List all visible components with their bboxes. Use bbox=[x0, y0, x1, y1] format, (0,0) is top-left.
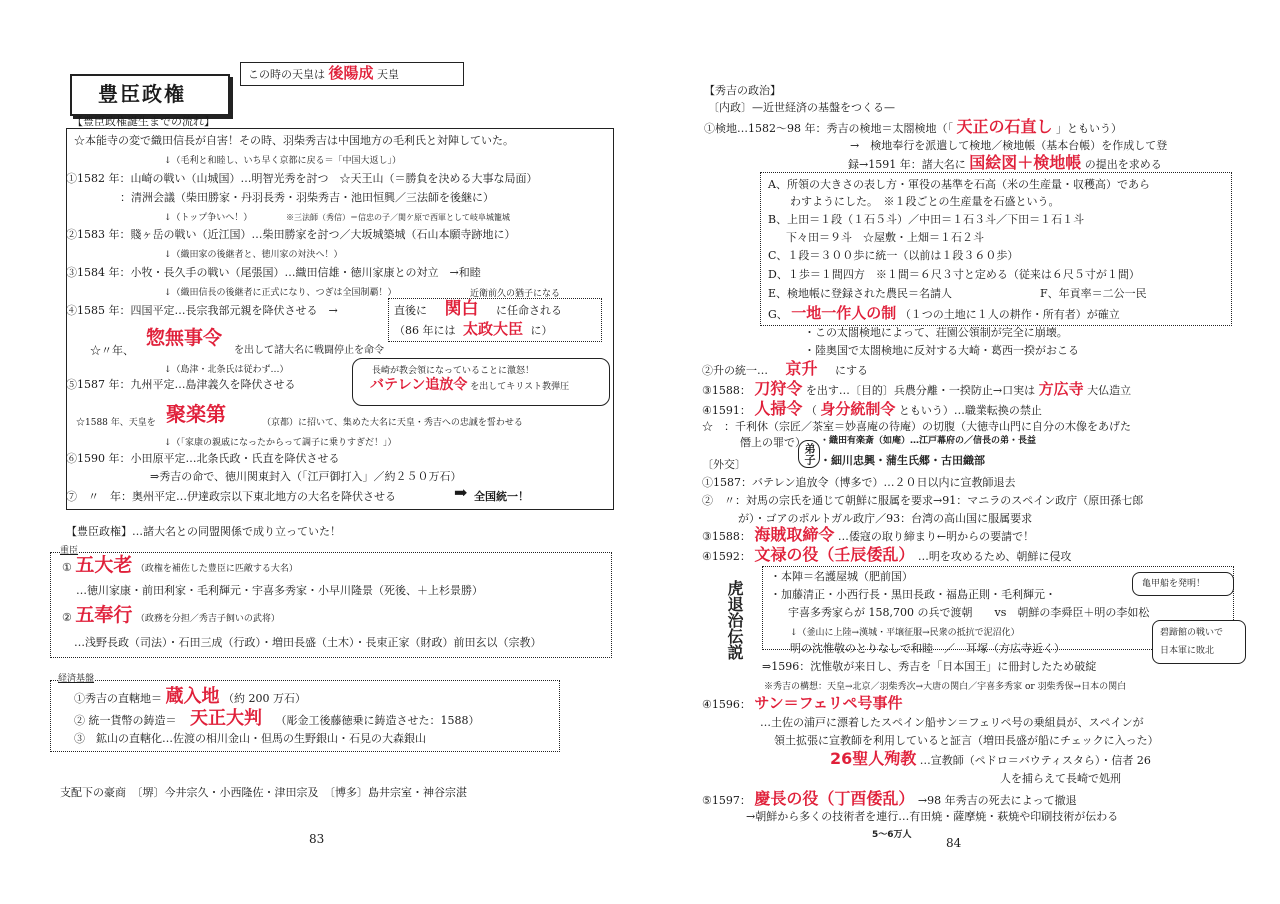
flow-line: ☆本能寺の変で織田信長が自害！その時、羽柴秀吉は中国地方の毛利氏と対陣していた。 bbox=[74, 134, 514, 147]
box1-g: （１つの土地に１人の耕作・所有者）が確立 bbox=[899, 308, 1120, 321]
daijodaijin-hw: 太政大臣 bbox=[463, 320, 524, 338]
flow-line: ：清洲会議（柴田勝家・丹羽長秀・羽柴秀吉・池田恒興／三法師を後継に） bbox=[120, 191, 494, 204]
box2-line: 宇喜多秀家らが 158,700 の兵で渡朝 vs 朝鮮の李舜臣＋明の李如松 bbox=[788, 606, 1150, 619]
flow-line: ↓（織田家の後継者と、徳川家の対決へ！） bbox=[164, 250, 343, 260]
box2-line: ↓（釜山に上陸→漢城・平壌征服→民衆の抵抗で泥沼化） bbox=[790, 628, 1020, 638]
bugyo-note: （政務を分担／秀吉子飼いの武将） bbox=[135, 614, 280, 624]
gaiko-line: が）・ゴアのポルトガル政庁／93：台湾の高山国に服属要求 bbox=[738, 512, 1033, 525]
keizai-row-1 bbox=[74, 686, 306, 707]
section-seiken: 【豊臣政権】…諸大名との同盟関係で成り立っていた！ bbox=[66, 525, 341, 538]
naisei-heading: 〔内政〕—近世経済の基盤をつくる— bbox=[708, 101, 895, 114]
kuniezu-hw: 国絵図＋検地帳 bbox=[969, 153, 1082, 172]
flow-line: 全国統一！ bbox=[474, 490, 529, 503]
emperor-note bbox=[248, 66, 399, 82]
san-a: ④1596： bbox=[702, 698, 751, 711]
sanfelipe-row bbox=[702, 696, 903, 712]
masu-row bbox=[702, 359, 869, 378]
keizai-row-3: ③ 鉱山の直轄化…佐渡の相川金山・但馬の生野銀山・石見の大森銀山 bbox=[74, 732, 426, 745]
kaizoku-row bbox=[702, 525, 1035, 544]
tensho-koku-hw: 天正の石直し bbox=[956, 117, 1053, 136]
page-number-left: 83 bbox=[309, 832, 325, 846]
g3-b: …倭寇の取り締まり←明からの要請で！ bbox=[837, 530, 1035, 543]
san-line: 人を捕らえて長崎で処刑 bbox=[1000, 772, 1121, 785]
emperor-note-prefix: この時の天皇は bbox=[248, 68, 325, 81]
g4-b: …明を攻めるため、朝鮮に侵攻 bbox=[917, 550, 1072, 563]
flow-line: ⑤1587 年：九州平定…島津義久を降伏させる bbox=[66, 378, 296, 391]
flow-line: ↓（「家康の親戚になったからって調子に乗りすぎだ！」） bbox=[164, 438, 397, 448]
kenchi-b: 」ともいう） bbox=[1056, 122, 1123, 135]
bugyo-row bbox=[62, 604, 280, 626]
tairo-members: …徳川家康・前田利家・毛利輝元・宇喜多秀家・小早川隆景（死後、＋上杉景勝） bbox=[76, 584, 483, 597]
box1-line: E、検地帳に登録された農民＝名請人 bbox=[768, 287, 953, 300]
tairo-hw: 五大老 bbox=[75, 554, 133, 576]
flow-line: ↓（トップ争いへ！） bbox=[164, 213, 253, 223]
box1-line: B、上田＝１段（１石５斗）／中田＝１石３斗／下田＝１石１斗 bbox=[768, 213, 1085, 226]
gaiko-heading: 〔外交〕 bbox=[702, 458, 746, 471]
hito-a: ④1591： bbox=[702, 404, 751, 417]
kanpaku-d: に） bbox=[530, 324, 553, 337]
mibun-hw: 身分統制令 bbox=[820, 400, 896, 418]
hekitei-b: 日本軍に敗北 bbox=[1160, 646, 1215, 656]
flow-line: ☆〃年、 bbox=[90, 344, 134, 357]
flow-line: ⑥1590 年：小田原平定…北条氏政・氏直を降伏させる bbox=[66, 452, 340, 465]
box1-g-prefix: G、 bbox=[768, 308, 788, 321]
gaiko-line: ② 〃：対馬の宗氏を通じて朝鮮に服属を要求→91：マニラのスペイン政庁（原田孫七郎 bbox=[702, 494, 1144, 507]
kyomasu-hw: 京升 bbox=[785, 359, 818, 378]
keizai-2b: （彫金工後藤徳乗に鋳造させた：1588） bbox=[275, 714, 480, 727]
flow-line: ④1585 年：四国平定…長宗我部元親を降伏させる → bbox=[66, 304, 338, 317]
kenchi-row-3 bbox=[848, 153, 1162, 172]
gaiko-line: ⇒1596：沈惟敬が来日し、秀吉を「日本国王」に冊封したため破綻 bbox=[762, 660, 1097, 673]
hokoji-hw: 方広寺 bbox=[1038, 380, 1084, 398]
nagasaki-b: を出してキリスト教弾圧 bbox=[470, 382, 570, 392]
katana-c: 大仏造立 bbox=[1087, 384, 1132, 397]
flow-line: ↓（織田信長の後継者に正式になり、つぎは全国制覇！） bbox=[164, 288, 397, 298]
keicho-hw: 慶長の役（丁酉倭乱） bbox=[754, 789, 915, 808]
nagasaki-line-2 bbox=[370, 378, 569, 394]
kenchi-row-2: → 検地奉行を派遣して検地／検地帳（基本台帳）を作成して登 bbox=[850, 139, 1168, 152]
keicho-b: →98 年秀吉の死去によって撤退 bbox=[917, 794, 1077, 807]
hitobarai-hw: 人掃令 bbox=[754, 399, 803, 418]
kenchi-e: の提出を求める bbox=[1084, 158, 1162, 171]
box2-line: ・本陣＝名護屋城（肥前国） bbox=[770, 570, 913, 583]
kanpaku-c: （86 年には bbox=[394, 324, 456, 337]
masu-a: ②升の統一… bbox=[702, 364, 768, 377]
g3-a: ③1588： bbox=[702, 530, 751, 543]
merchants-line: 支配下の豪商 〔堺〕今井宗久・小西隆佐・津田宗及 〔博多〕島井宗室・神谷宗湛 bbox=[60, 786, 467, 799]
ichichi-hw: 一地一作人の制 bbox=[791, 304, 897, 322]
katana-a: ③1588： bbox=[702, 384, 751, 397]
kanpaku-a: 直後に bbox=[394, 304, 427, 317]
gaiko-line: ①1587：バテレン追放令（博多で）…２０日以内に宣教師退去 bbox=[702, 476, 1016, 489]
flow-line: ①1582 年：山崎の戦い（山城国）…明智光秀を討つ ☆天王山（＝勝負を決める大事な局面） bbox=[66, 172, 538, 185]
flow-line: ②1583 年：賤ヶ岳の戦い（近江国）…柴田勝家を討つ／大坂城築城（石山本願寺跡地に） bbox=[66, 228, 516, 241]
box1-line: 下々田＝９斗 ☆屋敷・上畑＝１石２斗 bbox=[786, 231, 984, 244]
flow-line: ↓（島津・北条氏は従わず…） bbox=[164, 365, 289, 375]
flow-line: ⑦ 〃 年：奥州平定…伊達政宗以下東北地方の大名を降伏させる bbox=[66, 490, 396, 503]
tairo-note: （政権を補佐した豊臣に匹敵する大名） bbox=[135, 564, 298, 574]
rikyu-names-1: ・織田有楽斎（如庵）…江戸幕府の／信長の弟・長益 bbox=[820, 436, 1037, 446]
keicho-a: ⑤1597： bbox=[702, 794, 751, 807]
flow-line: ⇒秀吉の命で、徳川関東封入（「江戸御打入」／約２５０万石） bbox=[150, 470, 462, 483]
rikyu-line-2: 僭上の罪で） bbox=[740, 436, 806, 449]
kenchi-a: ①検地…1582～98 年：秀吉の検地＝太閤検地（「 bbox=[704, 122, 953, 135]
flow-line: ☆1588 年、天皇を bbox=[76, 418, 156, 428]
nagasaki-a: 長崎が教会領になっていることに激怒！ bbox=[372, 366, 535, 376]
bugyo-members: …浅野長政（司法）・石田三成（行政）・増田長盛（土木）・長束正家（財政）前田玄以（宗教） bbox=[74, 636, 542, 649]
right-page bbox=[640, 0, 1280, 904]
gaiko-line: ※秀吉の構想：天皇→北京／羽柴秀次→大唐の関白／宇喜多秀家 or 羽柴秀保→日本の関白 bbox=[764, 682, 1127, 692]
g4-a: ④1592： bbox=[702, 550, 751, 563]
flow-line: ※三法師（秀信）＝信忠の子／関ケ原で西軍として岐阜城籠城 bbox=[286, 213, 510, 222]
junkyo-hw: 26聖人殉教 bbox=[830, 749, 917, 768]
keizai-row-2 bbox=[74, 708, 480, 729]
kurairechi-hw: 蔵入地 bbox=[165, 686, 220, 707]
kanpaku-hw: 関白 bbox=[444, 299, 479, 319]
kenchi-d: 録→1591 年：諸大名に bbox=[848, 158, 966, 171]
page-title: 豊臣政権 bbox=[98, 82, 186, 106]
box1-line: D、１歩＝１間四方 ※１間＝６尺３寸と定める（従来は６尺５寸が１間） bbox=[768, 268, 1140, 281]
rikyu-names-2: ・細川忠興・蒲生氏郷・古田織部 bbox=[820, 454, 985, 467]
kanpaku-line-1 bbox=[394, 299, 562, 319]
page-number-right: 84 bbox=[946, 836, 962, 850]
box1-line: わすようにした。 ※１段ごとの生産量を石盛という。 bbox=[790, 195, 1060, 208]
ikki-line: ・陸奥国で太閤検地に反対する大崎・葛西一揆がおこる bbox=[804, 344, 1079, 357]
san4-b: …宣教師（ペドロ＝バウティスタら）・信者 26 bbox=[919, 754, 1151, 767]
bugyo-hw: 五奉行 bbox=[75, 604, 133, 626]
kanpaku-line-2 bbox=[394, 322, 553, 338]
tairo-num: ① bbox=[62, 561, 72, 574]
tensho-oban-hw: 天正大判 bbox=[190, 708, 262, 729]
hito-b: （ bbox=[805, 404, 817, 417]
bugyo-num: ② bbox=[62, 611, 72, 624]
tairo-row bbox=[62, 554, 298, 576]
box1-line: A、所領の大きさの表し方・軍役の基準を石高（米の生産量・収穫高）であら bbox=[768, 178, 1150, 191]
keizai-1b: （約 200 万石） bbox=[223, 692, 306, 705]
box1-row-g bbox=[768, 306, 1120, 322]
kaizoku-hw: 海賊取締令 bbox=[754, 525, 835, 544]
katana-row bbox=[702, 379, 1132, 398]
rikyu-line-1: ☆ ：千利休（宗匠／茶室＝妙喜庵の待庵）の切腹（大徳寺山門に自分の木像をあげた bbox=[702, 420, 1131, 433]
section-birth: 【豊臣政権誕生までの流れ】 bbox=[72, 115, 215, 128]
masu-b: にする bbox=[835, 364, 869, 377]
box2-line: ・加藤清正・小西行長・黒田長政・福島正則・毛利輝元・ bbox=[770, 588, 1056, 601]
hito-c: ともいう）…職業転換の禁止 bbox=[898, 404, 1042, 417]
flow-line: ↓（毛利と和睦し、いち早く京都に戻る＝「中国大返し」） bbox=[164, 156, 402, 166]
bateren-hw: バテレン追放令 bbox=[370, 377, 468, 393]
san-line: 領土拡張に宣教師を利用していると証言（増田長盛が船にチェックに入った） bbox=[774, 734, 1159, 747]
box2-line: 明の沈惟敬のとりなしで和睦 ／ 耳塚（方広寺近く） bbox=[790, 642, 1065, 655]
tora-legend: 虎退治伝説 bbox=[725, 580, 744, 660]
section-seiji: 【秀吉の政治】 bbox=[704, 84, 781, 97]
san-line: …土佐の浦戸に漂着したスペイン船サン＝フェリペ号の乗組員が、スペインが bbox=[760, 716, 1144, 729]
kikousen-text: 亀甲船を発明！ bbox=[1142, 579, 1206, 589]
flow-line: ③1584 年：小牧・長久手の戦い（尾張国）…織田信雄・徳川家康との対立 →和睦 bbox=[66, 266, 481, 279]
flow-line: （京都）に招いて、集めた大名に天皇・秀吉への忠誠を誓わせる bbox=[262, 418, 523, 428]
flow-line: を出して諸大名に戦闘停止を命令 bbox=[234, 345, 384, 356]
keizai-2a: ② 統一貨幣の鋳造＝ bbox=[74, 714, 177, 727]
bunroku-hw: 文禄の役（壬辰倭乱） bbox=[754, 545, 915, 564]
bunroku-row bbox=[702, 545, 1072, 564]
box1-line: F、年貢率＝二公一民 bbox=[1040, 287, 1147, 300]
keizai-label: 経済基盤 bbox=[58, 674, 95, 684]
deshi-label: 弟子 bbox=[798, 440, 820, 468]
jurakudai-hw: 聚楽第 bbox=[166, 402, 226, 426]
emperor-name: 後陽成 bbox=[328, 64, 374, 82]
junkyo-row bbox=[830, 749, 1151, 768]
emperor-note-suffix: 天皇 bbox=[377, 68, 400, 81]
box1-line: C、１段＝３００歩に統一（以前は１段３６０歩） bbox=[768, 249, 1019, 262]
shoen-line: ・この太閤検地によって、荘園公領制が完全に崩壊。 bbox=[804, 326, 1068, 339]
keicho-note: 5～6万人 bbox=[872, 830, 912, 840]
konoe-note: 近衛前久の猶子になる bbox=[470, 289, 561, 299]
katanagari-hw: 刀狩令 bbox=[754, 379, 803, 398]
hekitei-a: 碧蹄館の戦いで bbox=[1160, 628, 1224, 638]
kenchi-row-1 bbox=[704, 117, 1123, 136]
keicho-row bbox=[702, 789, 1077, 808]
hito-row bbox=[702, 399, 1042, 418]
sobujirei-hw: 惣無事令 bbox=[146, 327, 223, 349]
katana-b: を出す…〔目的〕兵農分離・一揆防止→口実は bbox=[805, 384, 1036, 397]
jushin-label: 重臣 bbox=[60, 546, 79, 556]
kanpaku-b: に任命される bbox=[496, 304, 562, 317]
keizai-1a: ①秀吉の直轄地＝ bbox=[74, 692, 162, 705]
arrow-icon: ➡ bbox=[454, 483, 468, 502]
keicho-line: →朝鮮から多くの技術者を連行…有田焼・薩摩焼・萩焼や印刷技術が伝わる bbox=[746, 810, 1119, 823]
sanfelipe-hw: サン＝フェリペ号事件 bbox=[754, 694, 903, 712]
